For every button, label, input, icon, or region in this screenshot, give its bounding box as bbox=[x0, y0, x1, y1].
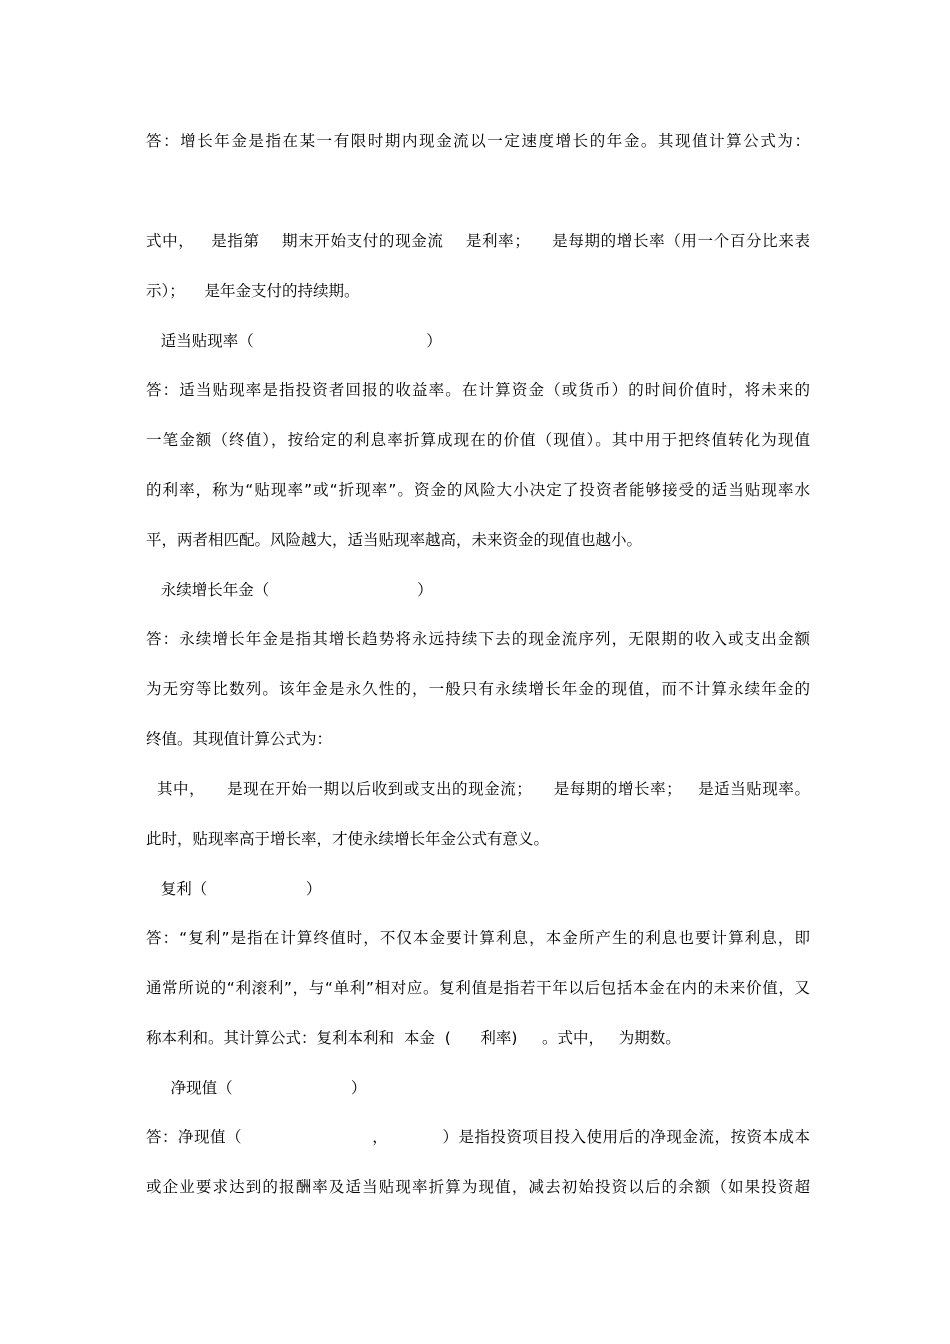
text-line-13: 其中， 是现在开始一期以后收到或支出的现金流； 是每期的增长率； 是适当贴现率。 bbox=[146, 780, 810, 798]
text-line-5: 答：适当贴现率是指投资者回报的收益率。在计算资金（或货币）的时间价值时，将未来的 bbox=[146, 381, 810, 399]
text-line-6: 一笔金额（终值），按给定的利息率折算成现在的价值（现值）。其中用于把终值转化为现值 bbox=[146, 431, 810, 449]
text-line-7: 的利率，称为“贴现率”或“折现率”。资金的风险大小决定了投资者能够接受的适当贴现率水 bbox=[146, 481, 810, 499]
text-line-3: 示）； 是年金支付的持续期。 bbox=[146, 282, 360, 300]
text-line-12: 终值。其现值计算公式为： bbox=[146, 730, 333, 748]
text-line-11: 为无穷等比数列。该年金是永久性的，一般只有永续增长年金的现值，而不计算永续年金的 bbox=[146, 680, 810, 698]
heading-discount-rate: 适当贴现率（ ） bbox=[146, 332, 442, 350]
text-line-2: 式中， 是指第 期末开始支付的现金流 是利率； 是每期的增长率（用一个百分比来表 bbox=[146, 232, 810, 250]
text-line-1: 答：增长年金是指在某一有限时期内现金流以一定速度增长的年金。其现值计算公式为： bbox=[146, 132, 810, 150]
text-line-17: 通常所说的“利滚利”，与“单利”相对应。复利值是指若干年以后包括本金在内的未来价值，又 bbox=[146, 979, 810, 997]
text-line-16: 答：“复利”是指在计算终值时，不仅本金要计算利息，本金所产生的利息也要计算利息，即 bbox=[146, 929, 810, 947]
heading-compound-interest: 复利（ ） bbox=[146, 880, 322, 898]
text-line-14: 此时，贴现率高于增长率，才使永续增长年金公式有意义。 bbox=[146, 830, 550, 848]
text-line-20: 答：净现值（ ， ）是指投资项目投入使用后的净现金流，按资本成本 bbox=[146, 1128, 810, 1146]
text-line-10: 答：永续增长年金是指其增长趋势将永远持续下去的现金流序列，无限期的收入或支出金额 bbox=[146, 630, 810, 648]
text-line-8: 平，两者相匹配。风险越大，适当贴现率越高，未来资金的现值也越小。 bbox=[146, 531, 643, 549]
heading-net-present-value: 净现值（ ） bbox=[146, 1079, 367, 1097]
heading-perpetuity-growth: 永续增长年金（ ） bbox=[146, 581, 433, 599]
text-line-18: 称本利和。其计算公式：复利本利和 本金 ( 利率) 。式中， 为期数。 bbox=[146, 1029, 681, 1047]
text-line-21: 或企业要求达到的报酬率及适当贴现率折算为现值，减去初始投资以后的余额（如果投资超 bbox=[146, 1178, 810, 1196]
